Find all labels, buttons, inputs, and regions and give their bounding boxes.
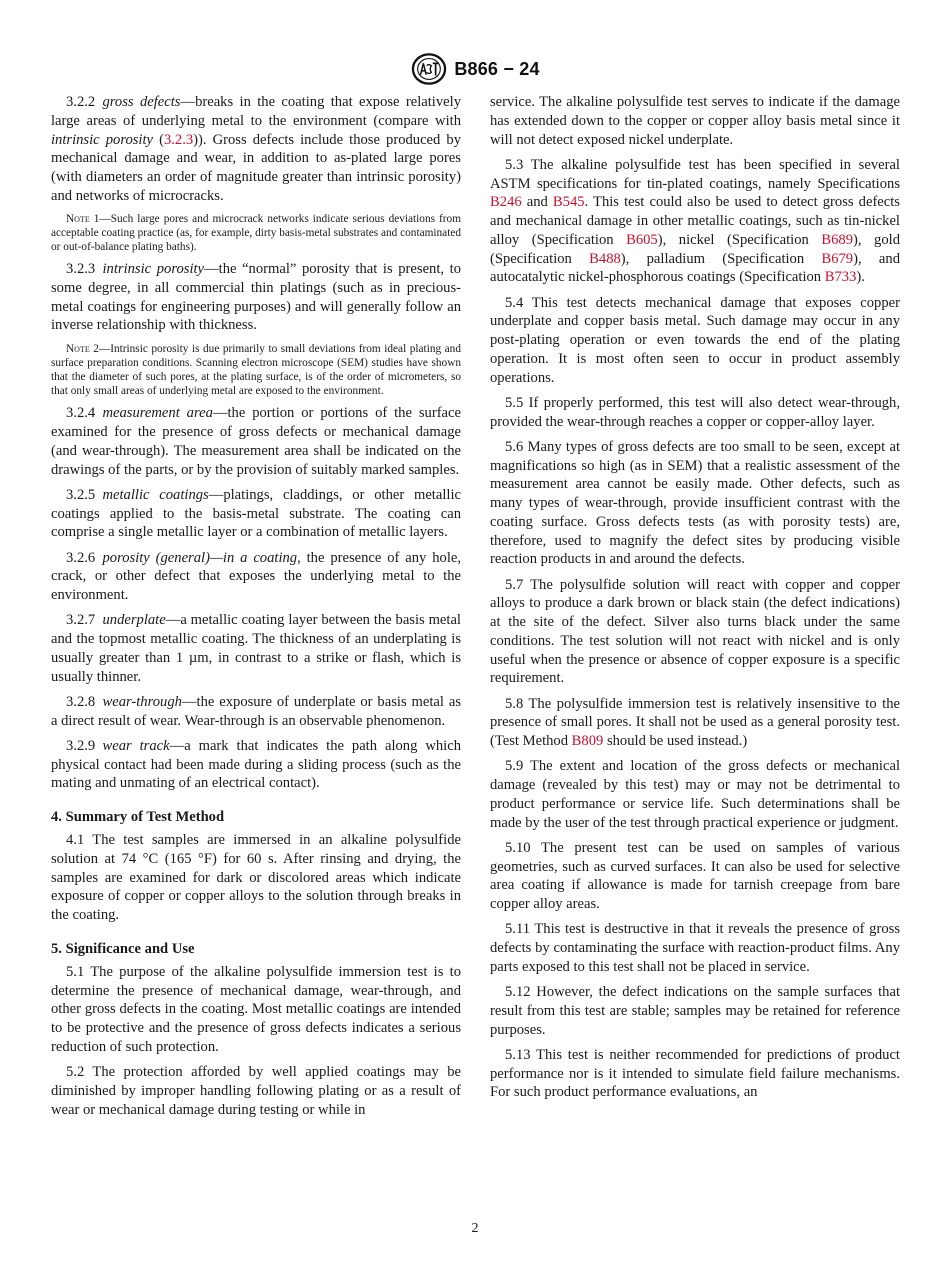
ref-link-b679[interactable]: B679 bbox=[821, 250, 854, 267]
para-5-3: 5.3 The alkaline polysulfide test has been specified in several ASTM specifications for tin-plated coatings, namely Specifications B246 and B545. This test could also be used to detect gross defects and mechanical damage in other metallic coatings, such as tin-nickel alloy (Specification B605), nickel (Specification B689), gold (Specification B488), palladium (Specification B679), and autocatalytic nickel-phosphorous coatings (Specification B733). bbox=[490, 156, 900, 286]
para-3-2-4: 3.2.4 measurement area—the portion or portions of the surface examined for the presence of gross defects or mechanical damage (and wear-through). The measurement area shall be indicated on the drawings of the parts, or by the provision of suitably marked samples. bbox=[51, 405, 461, 478]
para-5-4: 5.4 This test detects mechanical damage that exposes copper underplate and copper basis metal. Such damage may occur in any post-plating operation or even towards the end of the plating operation. It is most often seen to occur in product assembly operations. bbox=[490, 294, 900, 386]
note-2: Note 2—Intrinsic porosity is due primarily to small deviations from ideal plating and surface preparation conditions. Scanning electron microscope (SEM) studies have shown that the diameter of such pores, at the plating surface, is of the order of micrometers, so that only small areas of underlying metal are exposed to the environment. bbox=[51, 342, 461, 398]
left-column bbox=[51, 93, 461, 1126]
right-column bbox=[490, 93, 900, 1109]
page-header bbox=[0, 52, 950, 86]
para-5-10: 5.10 The present test can be used on samples of various geometries, such as curved surfaces. It can also be used for selective area coating if allowance is made for tarnish creepage from bare copper alloy areas. bbox=[490, 839, 900, 912]
page-number: 2 bbox=[471, 1221, 479, 1236]
section-4-heading: 4. Summary of Test Method bbox=[51, 809, 225, 826]
para-4-1: 4.1 The test samples are immersed in an alkaline polysulfide solution at 74 °C (165 °F) for 60 s. After rinsing and drying, the samples are examined for dark or discolored areas which indicate exposure of copper or copper alloys to the solution through breaks in the coating. bbox=[51, 832, 461, 924]
para-5-2-continued: service. The alkaline polysulfide test serves to indicate if the damage has extended down to the copper or copper alloy basis metal since it will not detect exposed nickel underplate. bbox=[490, 94, 900, 148]
para-5-9: 5.9 The extent and location of the gross defects or mechanical damage (revealed by this test) may or may not be detrimental to product performance or service life. Such determinations shall be made by the user of the test through practical experience or judgment. bbox=[490, 758, 900, 831]
para-5-1: 5.1 The purpose of the alkaline polysulfide immersion test is to determine the presence of mechanical damage, wear-through, and other gross defects in the coating. Most metallic coatings are intended to be protective and the presence of gross defects indicates a serious reduction of such protection. bbox=[51, 963, 461, 1055]
para-5-2: 5.2 The protection afforded by well applied coatings may be diminished by improper handling following plating or as a result of wear or mechanical damage during testing or while in bbox=[51, 1064, 461, 1118]
para-3-2-9: 3.2.9 wear track—a mark that indicates the path along which physical contact had been made during a sliding process (such as the mating and unmating of an electrical contact). bbox=[51, 737, 461, 792]
para-5-6: 5.6 Many types of gross defects are too small to be seen, except at magnifications so high (as in SEM) that a realistic assessment of the measurement area cannot be easily made. Other defects, such as many types of wear-through, provide insufficient contrast with the coating surface. Gross defects tests (as with porosity tests) are, therefore, used to magnify the defect sites by producing visible reaction products in and around the defects. bbox=[490, 438, 900, 568]
ref-link-b605[interactable]: B605 bbox=[626, 231, 658, 248]
para-3-2-6: 3.2.6 porosity (general)—in a coating, the presence of any hole, crack, or other defect that exposes the underlying metal to the environment. bbox=[51, 549, 462, 604]
para-3-2-7: 3.2.7 underplate—a metallic coating layer between the basis metal and the topmost metallic coating. The thickness of an underplating is usually greater than 1 µm, in contrast to a strike or flash, which is usually thinner. bbox=[51, 612, 461, 685]
note-1: Note 1—Such large pores and microcrack networks indicate serious deviations from acceptable coating practice (as, for example, dirty basis-metal substrates and contaminated or out-of-balance plating baths). bbox=[51, 212, 461, 253]
ref-link-b689[interactable]: B689 bbox=[821, 231, 853, 248]
para-5-7: 5.7 The polysulfide solution will react with copper and copper alloys to produce a dark brown or black stain (the defect indications) at the site of the defect. Silver also turns black under the same conditions. The test solution will not react with nickel and is only useful when the presence or absence of copper exposure is a specific requirement. bbox=[490, 576, 900, 687]
para-5-8: 5.8 The polysulfide immersion test is relatively insensitive to the presence of small pores. It shall not be used as a general porosity test. (Test Method B809 should be used instead.) bbox=[490, 695, 900, 749]
para-5-11: 5.11 This test is destructive in that it reveals the presence of gross defects by contaminating the surface with reaction-product films. Any parts exposed to this test shall not be placed in service. bbox=[490, 921, 900, 975]
para-5-12: 5.12 However, the defect indications on the sample surfaces that result from this test are stable; samples may be retained for reference purposes. bbox=[490, 984, 900, 1038]
para-5-5: 5.5 If properly performed, this test will also detect wear-through, provided the wear-through reaches a copper or copper-alloy layer. bbox=[490, 394, 900, 430]
ref-link-b809[interactable]: B809 bbox=[571, 733, 604, 749]
ref-link-b733[interactable]: B733 bbox=[824, 269, 857, 286]
ref-link-b488[interactable]: B488 bbox=[589, 250, 621, 267]
ref-link-b545[interactable]: B545 bbox=[552, 194, 585, 211]
astm-logo-icon bbox=[410, 52, 448, 86]
ref-link-b246[interactable]: B246 bbox=[490, 194, 522, 211]
ref-link-3-2-3[interactable]: 3.2.3 bbox=[163, 131, 194, 148]
section-5-heading: 5. Significance and Use bbox=[51, 940, 195, 957]
para-3-2-2: 3.2.2 gross defects—breaks in the coating that expose relatively large areas of underlying metal to the environment (compare with intrinsic porosity (3.2.3)). Gross defects include those produced by mechanical damage and wear, in addition to as-plated large pores (with diameters an order of magnitude greater than intrinsic porosity) and networks of microcracks. bbox=[51, 94, 461, 204]
para-5-13: 5.13 This test is neither recommended for predictions of product performance nor is it intended to simulate field failure mechanisms. For such product performance evaluations, an bbox=[490, 1046, 900, 1101]
para-3-2-5: 3.2.5 metallic coatings—platings, claddings, or other metallic coatings applied to the basis-metal substrate. The coating can comprise a single metallic layer or a combination of metallic layers. bbox=[51, 486, 461, 541]
para-3-2-8: 3.2.8 wear-through—the exposure of underplate or basis metal as a direct result of wear. Wear-through is an observable phenomenon. bbox=[51, 693, 461, 729]
para-3-2-3: 3.2.3 intrinsic porosity—the “normal” porosity that is present, to some degree, in all commercial thin platings (such as in precious-metal coatings for engineering purposes) and will generally follow an inverse relationship with thickness. bbox=[51, 261, 462, 334]
document-designation: B866 − 24 bbox=[454, 58, 540, 79]
